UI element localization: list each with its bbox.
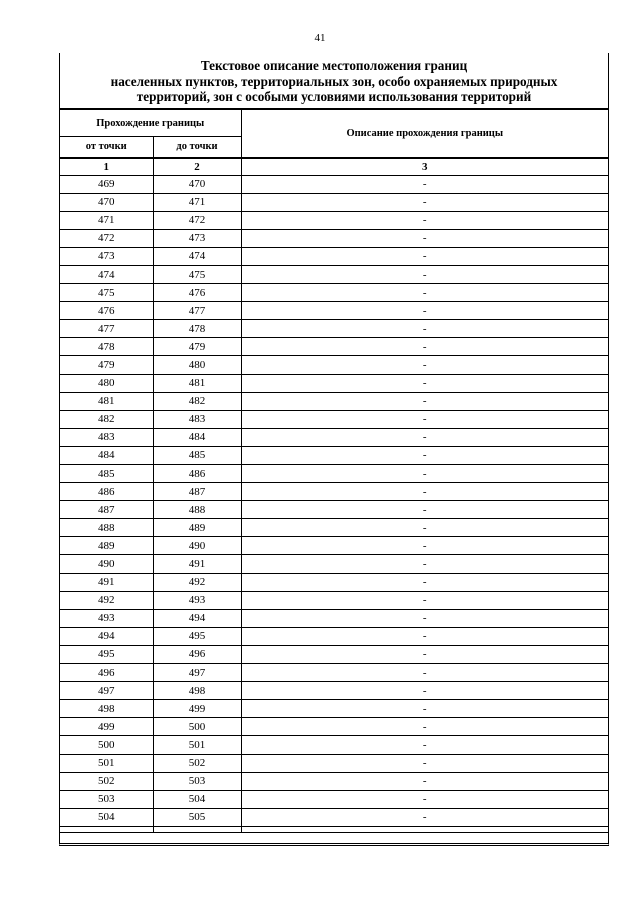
description-cell: - bbox=[241, 682, 608, 700]
table-row bbox=[60, 338, 608, 356]
to-point-cell: 502 bbox=[153, 754, 241, 772]
title-line-1: Текстовое описание местоположения границ bbox=[200, 58, 468, 73]
from-point-cell: 501 bbox=[60, 754, 153, 772]
table-row bbox=[60, 392, 608, 410]
description-cell: - bbox=[241, 591, 608, 609]
description-cell: - bbox=[241, 175, 608, 193]
from-point-cell: 490 bbox=[60, 555, 153, 573]
description-cell: - bbox=[241, 609, 608, 627]
from-point-cell: 494 bbox=[60, 627, 153, 645]
table-row bbox=[60, 645, 608, 663]
table-row bbox=[60, 284, 608, 302]
table-row bbox=[60, 211, 608, 229]
to-point-cell: 496 bbox=[153, 645, 241, 663]
description-cell: - bbox=[241, 265, 608, 283]
to-point-cell: 505 bbox=[153, 808, 241, 826]
table-row bbox=[60, 175, 608, 193]
from-point-cell: 481 bbox=[60, 392, 153, 410]
description-cell: - bbox=[241, 808, 608, 826]
table-row bbox=[60, 247, 608, 265]
header-description: Описание прохождения границы bbox=[241, 110, 608, 158]
description-cell: - bbox=[241, 754, 608, 772]
to-point-cell: 499 bbox=[153, 700, 241, 718]
from-point-cell: 499 bbox=[60, 718, 153, 736]
from-point-cell: 496 bbox=[60, 664, 153, 682]
table-row bbox=[60, 808, 608, 826]
to-point-cell: 472 bbox=[153, 211, 241, 229]
to-point-cell: 480 bbox=[153, 356, 241, 374]
table-row bbox=[60, 555, 608, 573]
header-to-point: до точки bbox=[153, 137, 241, 158]
from-point-cell: 486 bbox=[60, 483, 153, 501]
description-cell: - bbox=[241, 211, 608, 229]
table-row bbox=[60, 229, 608, 247]
from-point-cell: 477 bbox=[60, 320, 153, 338]
from-point-cell: 476 bbox=[60, 302, 153, 320]
from-point-cell: 475 bbox=[60, 284, 153, 302]
from-point-cell: 479 bbox=[60, 356, 153, 374]
from-point-cell: 503 bbox=[60, 790, 153, 808]
to-point-cell: 504 bbox=[153, 790, 241, 808]
to-point-cell: 483 bbox=[153, 410, 241, 428]
column-number: 3 bbox=[241, 158, 608, 176]
from-point-cell: 482 bbox=[60, 410, 153, 428]
table-row bbox=[60, 302, 608, 320]
title-line-3: территорий, зон с особыми условиями использования территорий bbox=[136, 89, 532, 104]
description-cell: - bbox=[241, 284, 608, 302]
to-point-cell: 484 bbox=[153, 428, 241, 446]
from-point-cell: 504 bbox=[60, 808, 153, 826]
description-cell: - bbox=[241, 446, 608, 464]
to-point-cell: 476 bbox=[153, 284, 241, 302]
from-point-cell: 493 bbox=[60, 609, 153, 627]
to-point-cell: 491 bbox=[153, 555, 241, 573]
table-row bbox=[60, 265, 608, 283]
from-point-cell: 488 bbox=[60, 519, 153, 537]
description-cell: - bbox=[241, 302, 608, 320]
to-point-cell: 490 bbox=[153, 537, 241, 555]
document-title bbox=[60, 53, 608, 109]
from-point-cell: 474 bbox=[60, 265, 153, 283]
column-number: 2 bbox=[153, 158, 241, 176]
table-row bbox=[60, 483, 608, 501]
description-cell: - bbox=[241, 374, 608, 392]
description-cell: - bbox=[241, 356, 608, 374]
description-cell: - bbox=[241, 772, 608, 790]
table-row bbox=[60, 790, 608, 808]
description-cell: - bbox=[241, 392, 608, 410]
page-number: 41 bbox=[314, 32, 326, 44]
table-row bbox=[60, 501, 608, 519]
description-cell: - bbox=[241, 465, 608, 483]
description-cell: - bbox=[241, 483, 608, 501]
to-point-cell: 486 bbox=[153, 465, 241, 483]
table-row bbox=[60, 446, 608, 464]
description-cell: - bbox=[241, 790, 608, 808]
table-row bbox=[60, 736, 608, 754]
table-row bbox=[60, 609, 608, 627]
description-cell: - bbox=[241, 320, 608, 338]
table-row bbox=[60, 573, 608, 591]
from-point-cell: 471 bbox=[60, 211, 153, 229]
description-cell: - bbox=[241, 700, 608, 718]
to-point-cell: 473 bbox=[153, 229, 241, 247]
description-cell: - bbox=[241, 664, 608, 682]
description-cell: - bbox=[241, 193, 608, 211]
to-point-cell: 482 bbox=[153, 392, 241, 410]
to-point-cell: 485 bbox=[153, 446, 241, 464]
table-row bbox=[60, 682, 608, 700]
description-cell: - bbox=[241, 537, 608, 555]
from-point-cell: 487 bbox=[60, 501, 153, 519]
from-point-cell: 502 bbox=[60, 772, 153, 790]
table-row bbox=[60, 537, 608, 555]
to-point-cell: 481 bbox=[153, 374, 241, 392]
to-point-cell: 489 bbox=[153, 519, 241, 537]
to-point-cell: 479 bbox=[153, 338, 241, 356]
from-point-cell: 492 bbox=[60, 591, 153, 609]
empty-cell bbox=[241, 826, 608, 832]
from-point-cell: 498 bbox=[60, 700, 153, 718]
description-cell: - bbox=[241, 519, 608, 537]
boundary-table bbox=[60, 109, 608, 833]
table-row bbox=[60, 428, 608, 446]
from-point-cell: 500 bbox=[60, 736, 153, 754]
from-point-cell: 480 bbox=[60, 374, 153, 392]
from-point-cell: 484 bbox=[60, 446, 153, 464]
to-point-cell: 495 bbox=[153, 627, 241, 645]
title-line-2: населенных пунктов, территориальных зон, особо охраняемых природных bbox=[110, 73, 558, 89]
to-point-cell: 500 bbox=[153, 718, 241, 736]
table-row bbox=[60, 374, 608, 392]
to-point-cell: 475 bbox=[153, 265, 241, 283]
table-row bbox=[60, 465, 608, 483]
from-point-cell: 485 bbox=[60, 465, 153, 483]
description-cell: - bbox=[241, 573, 608, 591]
from-point-cell: 495 bbox=[60, 645, 153, 663]
to-point-cell: 498 bbox=[153, 682, 241, 700]
header-from-point: от точки bbox=[60, 137, 153, 158]
to-point-cell: 494 bbox=[153, 609, 241, 627]
table-row bbox=[60, 718, 608, 736]
from-point-cell: 472 bbox=[60, 229, 153, 247]
to-point-cell: 470 bbox=[153, 175, 241, 193]
header-boundary-passage: Прохождение границы bbox=[60, 110, 241, 137]
table-row bbox=[60, 700, 608, 718]
to-point-cell: 503 bbox=[153, 772, 241, 790]
document-frame bbox=[59, 53, 609, 846]
from-point-cell: 491 bbox=[60, 573, 153, 591]
to-point-cell: 474 bbox=[153, 247, 241, 265]
to-point-cell: 488 bbox=[153, 501, 241, 519]
table-row bbox=[60, 519, 608, 537]
from-point-cell: 470 bbox=[60, 193, 153, 211]
description-cell: - bbox=[241, 247, 608, 265]
table-row bbox=[60, 772, 608, 790]
description-cell: - bbox=[241, 736, 608, 754]
description-cell: - bbox=[241, 555, 608, 573]
from-point-cell: 489 bbox=[60, 537, 153, 555]
from-point-cell: 483 bbox=[60, 428, 153, 446]
from-point-cell: 478 bbox=[60, 338, 153, 356]
to-point-cell: 477 bbox=[153, 302, 241, 320]
description-cell: - bbox=[241, 338, 608, 356]
empty-cell bbox=[153, 826, 241, 832]
to-point-cell: 471 bbox=[153, 193, 241, 211]
table-row bbox=[60, 410, 608, 428]
to-point-cell: 492 bbox=[153, 573, 241, 591]
description-cell: - bbox=[241, 645, 608, 663]
to-point-cell: 493 bbox=[153, 591, 241, 609]
table-row bbox=[60, 754, 608, 772]
description-cell: - bbox=[241, 428, 608, 446]
to-point-cell: 478 bbox=[153, 320, 241, 338]
description-cell: - bbox=[241, 501, 608, 519]
description-cell: - bbox=[241, 229, 608, 247]
to-point-cell: 501 bbox=[153, 736, 241, 754]
from-point-cell: 473 bbox=[60, 247, 153, 265]
table-row bbox=[60, 356, 608, 374]
description-cell: - bbox=[241, 718, 608, 736]
table-row bbox=[60, 664, 608, 682]
to-point-cell: 487 bbox=[153, 483, 241, 501]
empty-cell bbox=[60, 826, 153, 832]
to-point-cell: 497 bbox=[153, 664, 241, 682]
from-point-cell: 469 bbox=[60, 175, 153, 193]
table-row bbox=[60, 591, 608, 609]
from-point-cell: 497 bbox=[60, 682, 153, 700]
table-row bbox=[60, 627, 608, 645]
table-row bbox=[60, 320, 608, 338]
column-number: 1 bbox=[60, 158, 153, 176]
table-body bbox=[60, 175, 608, 832]
description-cell: - bbox=[241, 627, 608, 645]
description-cell: - bbox=[241, 410, 608, 428]
table-filler-row bbox=[60, 826, 608, 832]
table-row bbox=[60, 193, 608, 211]
